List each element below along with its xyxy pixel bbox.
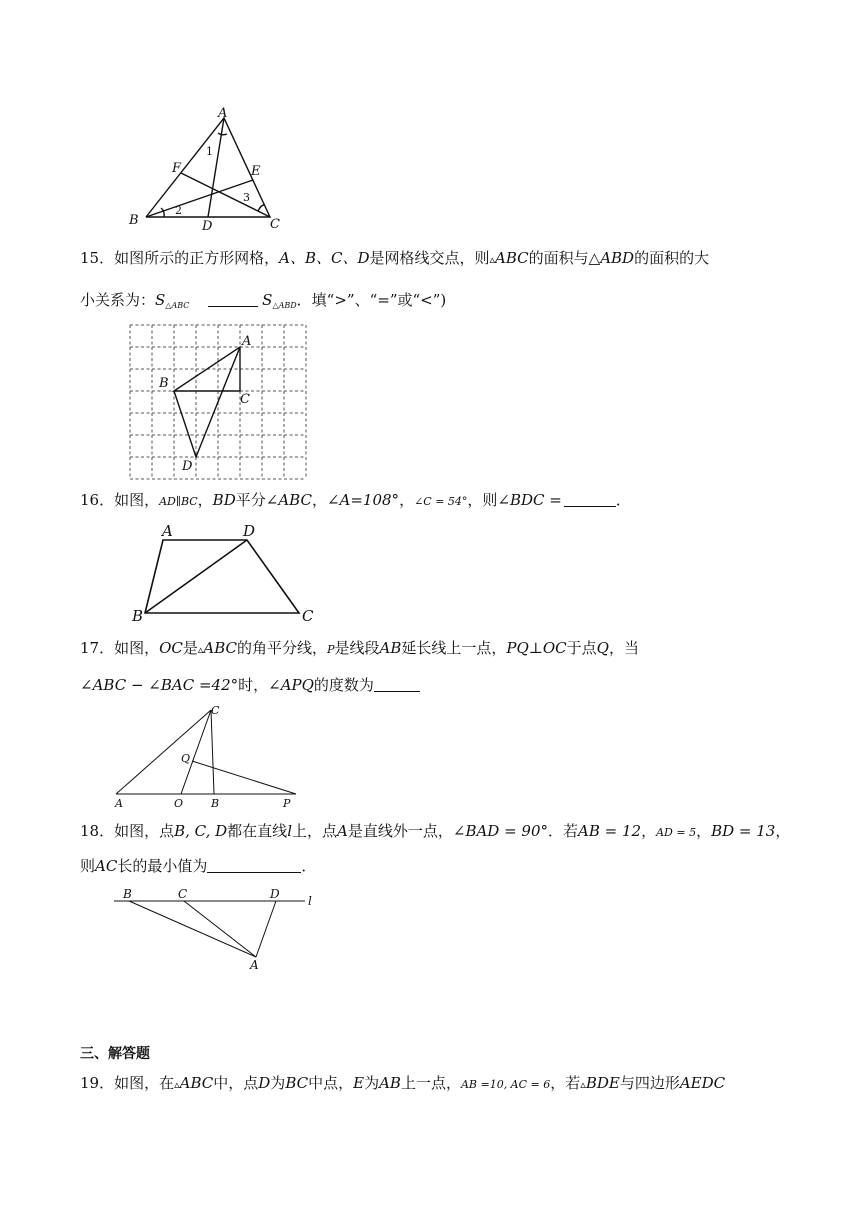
q14-label-A: A	[218, 106, 228, 121]
q15-label-B: B	[159, 376, 169, 391]
figure-q14-triangle	[120, 105, 290, 234]
q15-label-A: A	[242, 334, 252, 349]
figure-q16-trapezoid	[130, 520, 330, 630]
q16-label-C: C	[302, 607, 314, 625]
q17-label-A: A	[115, 797, 123, 810]
q17-label-B: B	[211, 797, 220, 810]
q17-line2: ∠ABC − ∠BAC =42°时，∠APQ的度数为	[80, 675, 420, 695]
q14-label-3: 3	[243, 191, 250, 204]
figure-q17	[110, 700, 310, 810]
q18-label-C: C	[178, 887, 188, 901]
q14-label-2: 2	[175, 204, 182, 217]
q18-label-A: A	[250, 958, 259, 972]
q14-label-1: 1	[206, 145, 213, 158]
q19-line: 19．如图，在▵ABC中，点D为BC中点，E为AB上一点，AB =10, AC = 6，若▵BDE与四边形AEDC	[80, 1074, 726, 1092]
q17-line1: 17．如图，OC是▵ABC的角平分线，P是线段AB延长线上一点，PQ⊥OC于点Q，当	[80, 639, 639, 657]
q16-label-A: A	[162, 522, 173, 540]
q18-label-D: D	[270, 887, 280, 901]
q14-label-C: C	[270, 217, 280, 232]
q14-label-D: D	[202, 219, 213, 234]
figure-q15-grid	[130, 325, 308, 477]
q15-line1: 15．如图所示的正方形网格，A、B、C、D是网格线交点，则▵ABC的面积与△ABD的面积的大	[80, 249, 710, 267]
q17-answer-blank[interactable]	[374, 677, 420, 692]
q15-answer-blank[interactable]	[208, 292, 258, 307]
q14-label-B: B	[129, 213, 139, 228]
q17-label-O: O	[174, 797, 184, 810]
q15-label-C: C	[240, 392, 250, 407]
section-heading: 三、解答题	[80, 1046, 150, 1062]
q17-label-P: P	[283, 797, 291, 810]
q18-label-B: B	[123, 887, 132, 901]
q18-line1: 18．如图，点B, C, D都在直线l上，点A是直线外一点，∠BAD = 90°．若AB = 12，AD = 5，BD = 13，	[80, 822, 791, 840]
q14-label-E: E	[251, 164, 261, 179]
q18-label-l: l	[308, 894, 312, 908]
q17-label-Q: Q	[181, 752, 191, 765]
q18-answer-blank[interactable]	[207, 858, 301, 873]
q15-label-D: D	[182, 459, 193, 474]
q16-line: 16．如图，AD∥BC，BD平分∠ABC，∠A=108°，∠C = 54°，则∠BDC = ．	[80, 491, 631, 509]
q16-label-B: B	[132, 607, 144, 625]
q18-line2: 则AC长的最小值为 ．	[80, 857, 317, 875]
q15-line2: 小关系为：$S_{\triangle ABC}$ $S_{\triangle ABD}$．填“>”、“=”或“<”)	[80, 291, 447, 310]
q14-label-F: F	[172, 161, 182, 176]
q17-label-C: C	[211, 704, 220, 717]
q16-label-D: D	[243, 522, 256, 540]
figure-q18	[110, 885, 330, 975]
q16-answer-blank[interactable]	[564, 492, 616, 507]
